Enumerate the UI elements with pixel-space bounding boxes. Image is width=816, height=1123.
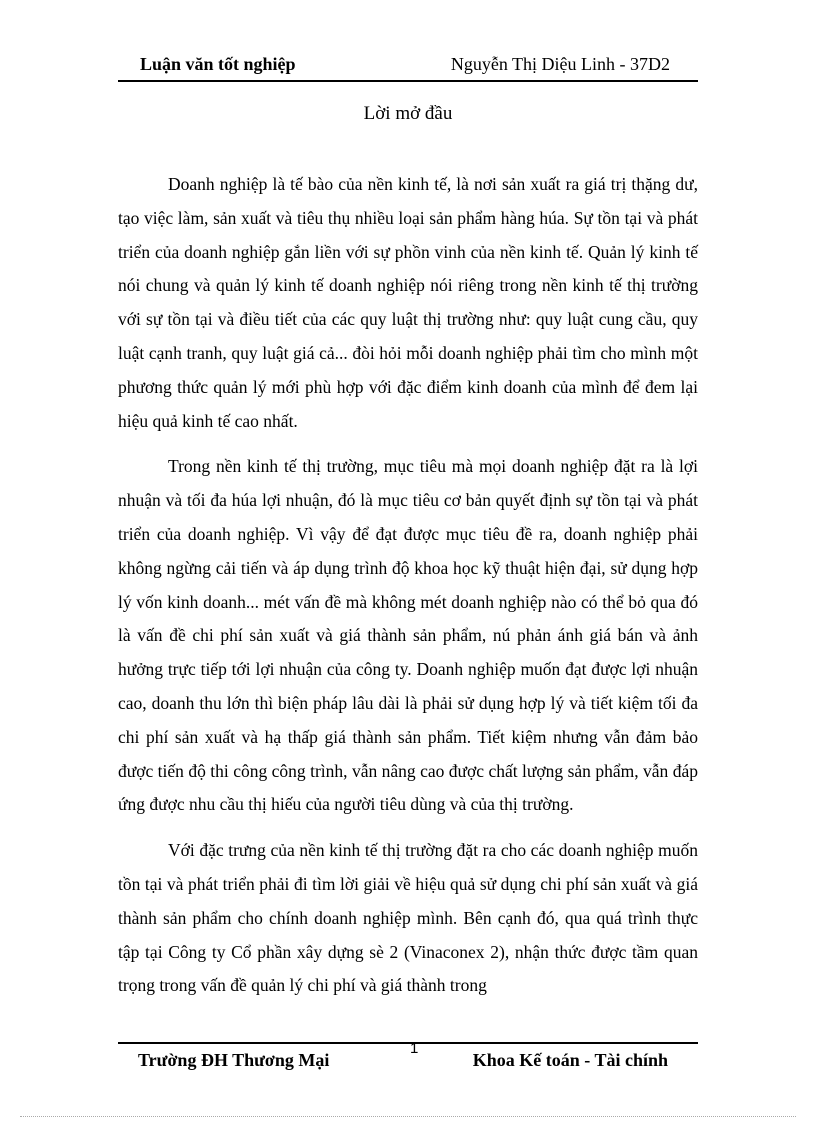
page-footer: [118, 1042, 698, 1078]
footer-right-text: Khoa Kế toán - Tài chính: [472, 1050, 668, 1070]
body-text: [118, 168, 698, 1015]
footer-left-text: Trường ĐH Thương Mại: [138, 1050, 330, 1070]
header-left-text: Luận văn tốt nghiệp: [140, 54, 296, 74]
header-right-text: Nguyễn Thị Diệu Linh - 37D2: [450, 54, 670, 74]
paragraph-1: Doanh nghiệp là tế bào của nền kinh tế, là nơi sản xuất ra giá trị thặng dư, tạo việc làm, sản xuất và tiêu thụ nhiều loại sản phẩm hàng húa. Sự tồn tại và phát triển của doanh nghiệp gắn liền với sự phồn vinh của nền kinh tế. Quản lý kinh tế nói chung và quản lý kinh tế doanh nghiệp nói riêng trong nền kinh tế thị trường với sự tồn tại và điều tiết của các quy luật thị trường như: quy luật cung cầu, quy luật cạnh tranh, quy luật giá cả... đòi hỏi mỗi doanh nghiệp phải tìm cho mình một phương thức quản lý mới phù hợp với đặc điểm kinh doanh của mình để đem lại hiệu quả kinh tế cao nhất.: [118, 174, 698, 431]
page-number: 1: [410, 1040, 419, 1057]
page-bottom-divider: [20, 1116, 796, 1117]
page-title: Lời mở đầu: [363, 103, 453, 124]
paragraph-3: Với đặc trưng của nền kinh tế thị trường đặt ra cho các doanh nghiệp muốn tồn tại và phát triển phải đi tìm lời giải về hiệu quả sử dụng chi phí sản xuất và giá thành sản phẩm cho chính doanh nghiệp mình. Bên cạnh đó, qua quá trình thực tập tại Công ty Cổ phần xây dựng sè 2 (Vinaconex 2), nhận thức được tầm quan trọng trong vấn đề quản lý chi phí và giá thành trong: [118, 840, 698, 996]
page-header: [118, 52, 698, 82]
paragraph-2: Trong nền kinh tế thị trường, mục tiêu mà mọi doanh nghiệp đặt ra là lợi nhuận và tối đa húa lợi nhuận, đó là mục tiêu cơ bản quyết định sự tồn tại và phát triển của doanh nghiệp. Vì vậy để đạt được mục tiêu đề ra, doanh nghiệp phải không ngừng cải tiến và áp dụng trình độ khoa học kỹ thuật hiện đại, sử dụng hợp lý vốn kinh doanh... mét vấn đề mà không mét doanh nghiệp nào có thể bỏ qua đó là vấn đề chi phí sản xuất và giá thành sản phẩm, nú phản ánh giá bán và ảnh hưởng trực tiếp tới lợi nhuận của công ty. Doanh nghiệp muốn đạt được lợi nhuận cao, doanh thu lớn thì biện pháp lâu dài là phải sử dụng hợp lý và tiết kiệm tối đa chi phí sản xuất và hạ thấp giá thành sản phẩm. Tiết kiệm nhưng vẫn đảm bảo được tiến độ thi công công trình, vẫn nâng cao được chất lượng sản phẩm, vẫn đáp ứng được nhu cầu thị hiếu của người tiêu dùng và của thị trường.: [118, 456, 698, 815]
